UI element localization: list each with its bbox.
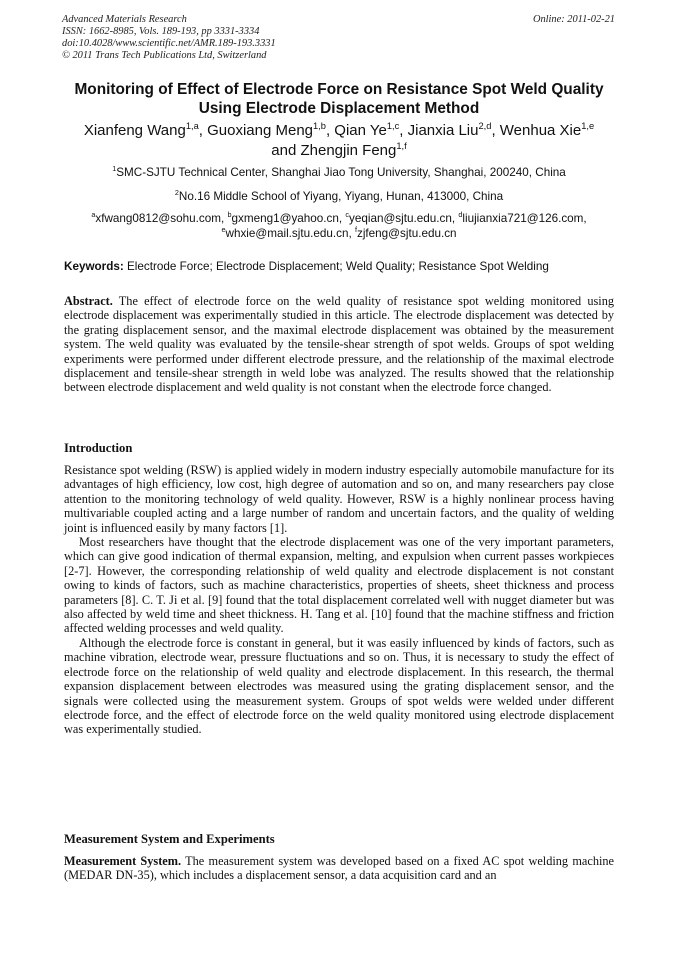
author-name: Jianxia Liu	[407, 122, 479, 139]
email-marker: e	[221, 224, 226, 234]
introduction-body	[64, 463, 614, 737]
author-name: Wenhua Xie	[499, 122, 582, 139]
email-address[interactable]: zjfeng@sjtu.edu.cn	[356, 226, 457, 240]
email-address[interactable]: liujianxia721@126.com,	[462, 212, 587, 225]
affiliation-marker: 1	[112, 164, 117, 174]
keywords-line	[64, 260, 624, 274]
author-separator: ,	[491, 122, 500, 139]
abstract-text: The effect of electrode force on the weld quality of resistance spot welding monitored using electrode displacement was experimentally studied in this article. The electrode displacement was detected by the grating displacement sensor, and the maximal electrode displacement was obtained by the measurement system. The weld quality was evaluated by the tensile-shear strength of spot welds. Groups of spot welding experiments were performed under different electrode pressure, and the relationship of the maximal electrode displacement and tensile-shear strength in weld lobe was analyzed. The results showed that the relationship between electrode displacement and weld quality is not constant when the electrode force changed.	[64, 294, 614, 395]
author-list	[40, 121, 638, 161]
author-affiliation-marker: 1,f	[396, 141, 407, 151]
email-marker: a	[91, 210, 96, 220]
paragraph: Resistance spot welding (RSW) is applied widely in modern industry especially automobile manufacture for its advantages of high efficiency, low cost, high degree of automation and so on, and many researchers pay close attention to the monitoring technology of weld quality. However, RSW is a highly nonlinear process having multivariable coupled acting and a large number of random and uncertain factors, and the quality of welding joint is influenced easily by many factors [1].	[64, 463, 614, 535]
journal-header	[62, 14, 276, 62]
paragraph: Most researchers have thought that the electrode displacement was one of the very important parameters, which can give good indication of thermal expansion, melting, and expulsion when current passes workpieces [2-7]. However, the corresponding relationship of weld quality and electrode displacement is not constant owing to kinds of factors, such as machine characteristics, properties of sheets, sheet thickness and process parameters [8]. C. T. Ji et al. [9] found that the total displacement correlated well with nugget diameter but was also affected by weld time and sheet thickness. H. Tang et al. [10] found that the machine stiffness and friction affected welding processes and weld quality.	[64, 535, 614, 636]
measurement-label: Measurement System.	[64, 854, 182, 868]
author-separator: ,	[325, 122, 335, 139]
emails-line-1	[40, 212, 638, 227]
online-date: Online: 2011-02-21	[532, 14, 615, 25]
affiliation-1	[40, 166, 638, 180]
abstract-label: Abstract.	[64, 294, 113, 308]
author-affiliation-marker: 1,e	[581, 121, 595, 131]
email-marker: f	[354, 224, 357, 234]
title-line-2: Using Electrode Displacement Method	[198, 100, 480, 117]
email-address[interactable]: gxmeng1@yahoo.cn,	[231, 212, 346, 225]
abstract	[64, 294, 614, 395]
author-separator: ,	[198, 122, 208, 139]
introduction-heading: Introduction	[64, 441, 133, 455]
email-marker: b	[227, 210, 232, 220]
affiliation-2	[40, 190, 638, 204]
author-name: and Zhengjin Feng	[271, 142, 397, 159]
author-affiliation-marker: 1,c	[386, 121, 400, 131]
author-affiliation-marker: 1,b	[313, 121, 326, 131]
affiliation-text: SMC-SJTU Technical Center, Shanghai Jiao Tong University, Shanghai, 200240, China	[116, 166, 566, 179]
email-address[interactable]: whxie@mail.sjtu.edu.cn,	[225, 226, 355, 240]
authors-line-2	[40, 141, 638, 161]
author-name: Xianfeng Wang	[83, 122, 186, 139]
measurement-heading: Measurement System and Experiments	[64, 832, 275, 846]
authors-line-1	[40, 121, 638, 141]
doi-line: doi:10.4028/www.scientific.net/AMR.189-193.3331	[62, 38, 276, 49]
affiliation-marker: 2	[174, 188, 179, 198]
author-name: Qian Ye	[334, 122, 387, 139]
issn-line: ISSN: 1662-8985, Vols. 189-193, pp 3331-3334	[62, 26, 260, 37]
paper-title	[40, 80, 638, 118]
keywords-label: Keywords:	[64, 260, 124, 273]
email-marker: c	[345, 210, 349, 220]
author-affiliation-marker: 2,d	[478, 121, 492, 131]
author-emails	[40, 212, 638, 241]
copyright-line: © 2011 Trans Tech Publications Ltd, Switzerland	[62, 50, 267, 61]
measurement-text: The measurement system was developed based on a fixed AC spot welding machine (MEDAR DN-35), which includes a displacement sensor, a data acquisition card and an	[64, 854, 614, 883]
email-address[interactable]: xfwang0812@sohu.com,	[95, 212, 228, 225]
author-affiliation-marker: 1,a	[185, 121, 199, 131]
paragraph: Although the electrode force is constant in general, but it was easily influenced by kinds of factors, such as machine vibration, electrode wear, pressure fluctuations and so on. Thus, it is necessary to study the effect of electrode force on the relationship of weld quality and electrode displacement. In this research, the thermal expansion displacement between electrodes was measured using the grating displacement sensor, and the signals were collected using the measurement system. Groups of spot welds were welded under different electrode force, and the effect of electrode force on the weld quality monitored using electrode displacement was experimentally studied.	[64, 635, 614, 737]
affiliation-text: No.16 Middle School of Yiyang, Yiyang, Hunan, 413000, China	[178, 190, 504, 203]
email-marker: d	[458, 210, 463, 220]
email-address[interactable]: yeqian@sjtu.edu.cn,	[349, 212, 459, 225]
author-separator: ,	[399, 122, 408, 139]
keywords-text: Electrode Force; Electrode Displacement; Weld Quality; Resistance Spot Welding	[127, 260, 549, 273]
emails-line-2	[40, 224, 638, 242]
measurement-body	[64, 854, 614, 883]
journal-name: Advanced Materials Research	[62, 14, 187, 25]
author-name: Guoxiang Meng	[207, 122, 314, 139]
title-line-1: Monitoring of Effect of Electrode Force on Resistance Spot Weld Quality	[74, 81, 604, 98]
